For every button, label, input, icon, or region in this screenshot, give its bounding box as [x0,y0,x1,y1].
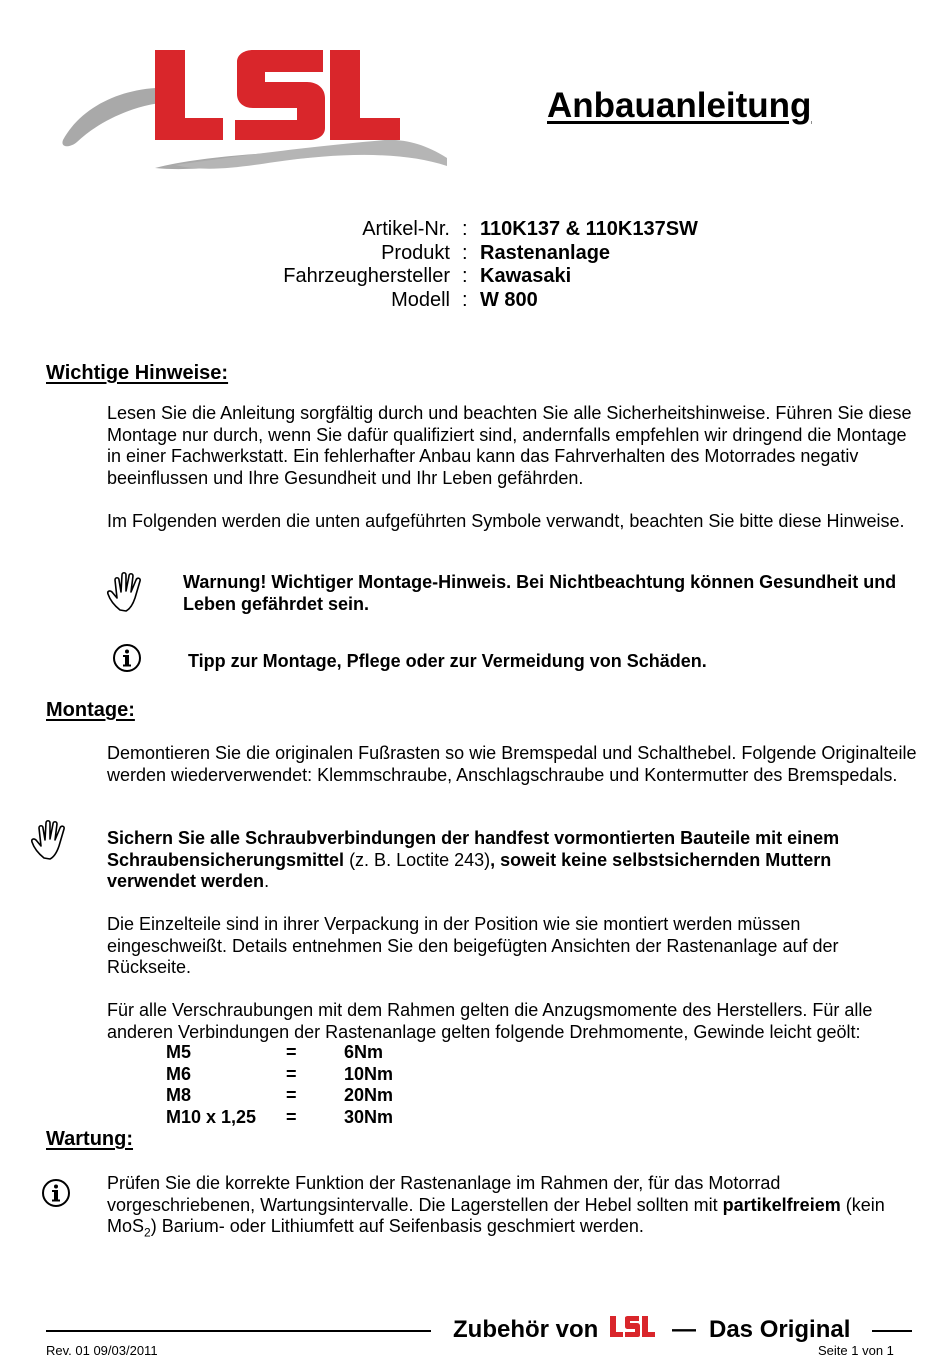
tip-note: Tipp zur Montage, Pflege oder zur Vermeidung von Schäden. [188,651,707,671]
spec-label: Artikel-Nr. [362,218,450,240]
spec-label: Modell [391,288,450,311]
thread-size: M5 [166,1042,192,1062]
section-heading-hinweise: Wichtige Hinweise: [46,362,229,384]
section-heading-wartung: Wartung: [46,1128,134,1150]
spec-colon: : [462,288,468,311]
torque-value: 20Nm [344,1085,394,1105]
spec-row-artikel [240,218,740,242]
spec-row-hersteller [240,265,740,289]
spec-row-produkt [240,242,740,266]
page-number: Seite 1 von 1 [818,1343,894,1358]
info-icon [41,1178,71,1208]
equals-sign: = [286,1085,297,1105]
spec-label: Fahrzeughersteller [283,265,450,287]
loctite-note: (z. B. Loctite 243) [344,849,491,870]
spec-value: Kawasaki [480,265,572,287]
wartung-text: Prüfen Sie die korrekte Funktion der Rastenanlage im Rahmen der, für das Motorrad vorgeschriebenen, Wartungsintervalle. Die Lagerstellen der Hebel sollten mit [107,1173,781,1215]
montage-warning-paragraph [107,828,917,893]
thread-size: M6 [166,1063,192,1084]
torque-row [166,1085,486,1107]
torque-row [166,1042,486,1064]
torque-row [166,1064,486,1086]
footer-rule-left [46,1330,431,1332]
spec-value: 110K137 & 110K137SW [480,218,698,240]
thread-size: M8 [166,1085,192,1105]
section-heading-montage: Montage: [46,699,135,721]
footer-rule-right [872,1330,912,1332]
warning-note: Warnung! Wichtiger Montage-Hinweis. Bei Nichtbeachtung können Gesundheit und Leben gefährdet sein. [183,572,897,614]
subscript: 2 [144,1225,151,1240]
spec-colon: : [462,265,468,287]
torque-value: 10Nm [344,1063,394,1084]
spec-value: Rastenanlage [480,241,611,264]
warning-hand-icon [106,570,148,614]
warning-bold-text: , soweit keine selbstsichernden Muttern verwendet werden [107,849,832,891]
period: . [264,871,270,891]
torque-value: 30Nm [344,1106,394,1127]
footer-logo [608,1314,658,1340]
footer-dash: — [672,1316,696,1343]
wartung-text: ) Barium- oder Lithiumfett auf Seifenbasis geschmiert werden. [150,1216,644,1236]
thread-size: M10 x 1,25 [166,1106,257,1127]
montage-paragraph-1: Demontieren Sie die originalen Fußrasten so wie Bremspedal und Schalthebel. Folgende Originalteile werden wiederverwendet: Klemmschraube, Anschlagschraube und Kontermutter des Bremspedals. [107,743,917,785]
spec-table [240,218,740,312]
footer-original: Das Original [709,1316,851,1343]
wartung-text: (kein MoS [107,1194,885,1236]
torque-table [166,1042,486,1128]
spec-label: Produkt [381,241,450,264]
spec-colon: : [462,241,468,264]
torque-row [166,1107,486,1129]
warning-hand-icon [30,818,72,862]
equals-sign: = [286,1042,297,1062]
wartung-paragraph [107,1173,917,1244]
montage-paragraph-3: Die Einzelteile sind in ihrer Verpackung in der Position wie sie montiert werden müssen eingeschweißt. Details entnehmen Sie den beigefügten Ansichten der Rastenanlage auf der Rückseite. [107,914,839,977]
equals-sign: = [286,1063,297,1084]
torque-value: 6Nm [344,1042,384,1062]
hinweise-paragraph-1: Lesen Sie die Anleitung sorgfältig durch und beachten Sie alle Sicherheitshinweise. Führen Sie diese Montage nur durch, wenn Sie dafür qualifiziert sind, andernfalls empfehlen wir dringend die Montage in einer Fachwerkstatt. Ein fehlerhafter Anbau kann das Fahrverhalten des Motorrades negativ beeinflussen und Ihre Gesundheit und Ihr Leben gefährden. [107,403,912,488]
equals-sign: = [286,1106,297,1127]
page-title: Anbauanleitung [547,86,812,125]
montage-paragraph-4: Für alle Verschraubungen mit dem Rahmen gelten die Anzugsmomente des Herstellers. Für alle anderen Verbindungen der Rastenanlage gelten folgende Drehmomente, Gewinde leicht geölt: [107,1000,873,1042]
footer-zubehoer: Zubehör von [453,1316,599,1343]
lsl-logo [55,40,455,180]
warning-bold-text: Sichern Sie alle Schraubverbindungen der handfest vormontierten Bauteile mit einem Schraubensicherungsmittel [107,828,840,870]
spec-value: W 800 [480,288,538,311]
info-icon [112,643,142,673]
revision-info: Rev. 01 09/03/2011 [46,1343,158,1358]
hinweise-paragraph-2: Im Folgenden werden die unten aufgeführten Symbole verwandt, beachten Sie bitte diese Hinweise. [107,511,905,531]
wartung-bold-text: partikelfreiem [722,1194,841,1215]
spec-row-modell [240,289,740,313]
spec-colon: : [462,218,468,240]
